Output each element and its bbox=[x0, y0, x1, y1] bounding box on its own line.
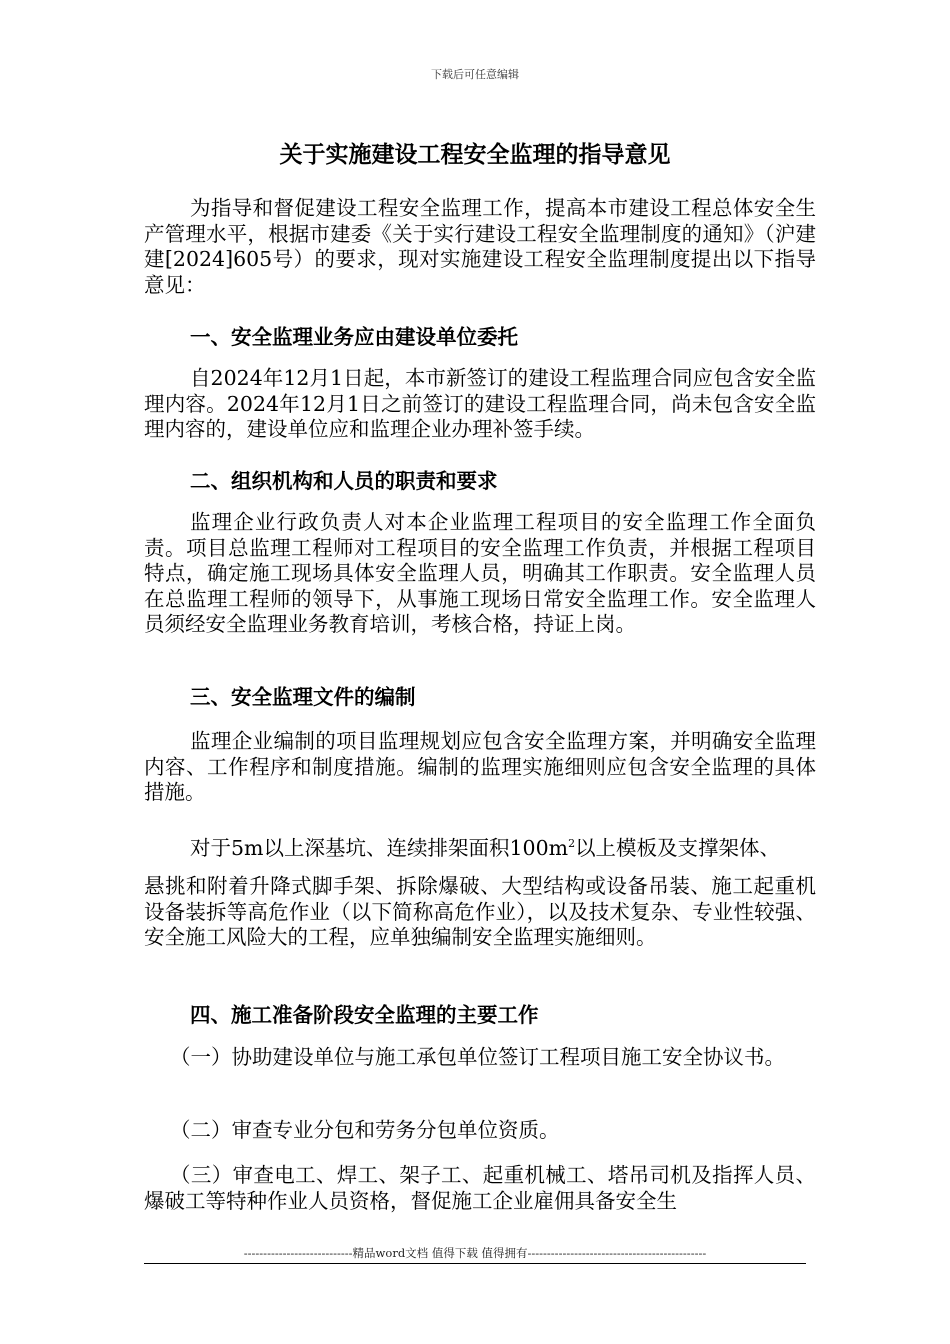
superscript-2: 2 bbox=[568, 837, 576, 851]
intro-paragraph: 为指导和督促建设工程安全监理工作，提高本市建设工程总体安全生产管理水平，根据市建委《关于实行建设工程安全监理制度的通知》（沪建建[2024]605号）的要求，现对实施建设工程安全监理制度提出以下指导意见： bbox=[144, 196, 816, 297]
page-header: 下载后可任意编辑 bbox=[431, 68, 519, 81]
section-3-special-rest: 悬挑和附着升降式脚手架、拆除爆破、大型结构或设备吊装、施工起重机设备装拆等高危作业（以下简称高危作业），以及技术复杂、专业性较强、安全施工风险大的工程，应单独编制安全监理实施细则。 bbox=[144, 874, 816, 949]
section-2-paragraph: 监理企业行政负责人对本企业监理工程项目的安全监理工作全面负责。项目总监理工程师对工程项目的安全监理工作负责，并根据工程项目特点，确定施工现场具体安全监理人员，明确其工作职责。安全监理人员在总监理工程师的领导下，从事施工现场日常安全监理工作。安全监理人员须经安全监理业务教育培训，考核合格，持证上岗。 bbox=[144, 510, 816, 636]
section-heading-4: 四、施工准备阶段安全监理的主要工作 bbox=[190, 1003, 539, 1027]
section-3-special-first-line bbox=[144, 836, 816, 862]
section-1-paragraph: 自2024年12月1日起，本市新签订的建设工程监理合同应包含安全监理内容。2024年12月1日之前签订的建设工程监理合同，尚未包含安全监理内容的，建设单位应和监理企业办理补签手续。 bbox=[144, 366, 816, 441]
special-line-before: 对于5m以上深基坑、连续排架面积100m bbox=[190, 836, 569, 860]
footer-rule bbox=[144, 1263, 806, 1264]
section-3-paragraph: 监理企业编制的项目监理规划应包含安全监理方案，并明确安全监理内容、工作程序和制度措施。编制的监理实施细则应包含安全监理的具体措施。 bbox=[144, 729, 816, 804]
page-footer: ----------------------------精品word文档 值得下载 值得拥有---------------------------------------------- bbox=[243, 1246, 707, 1260]
document-title: 关于实施建设工程安全监理的指导意见 bbox=[279, 142, 671, 168]
special-line-after: 以上模板及支撑架体、 bbox=[575, 836, 781, 860]
section-heading-2: 二、组织机构和人员的职责和要求 bbox=[190, 469, 498, 493]
section-heading-1: 一、安全监理业务应由建设单位委托 bbox=[190, 325, 518, 349]
section-heading-3: 三、安全监理文件的编制 bbox=[190, 685, 416, 709]
section-4-item-3: （三）审查电工、焊工、架子工、起重机械工、塔吊司机及指挥人员、 爆破工等特种作业人员资格，督促施工企业雇佣具备安全生 bbox=[144, 1163, 816, 1213]
section-4-item-2: （二）审查专业分包和劳务分包单位资质。 bbox=[170, 1118, 560, 1142]
section-4-item-1: （一）协助建设单位与施工承包单位签订工程项目施工安全协议书。 bbox=[170, 1045, 785, 1069]
